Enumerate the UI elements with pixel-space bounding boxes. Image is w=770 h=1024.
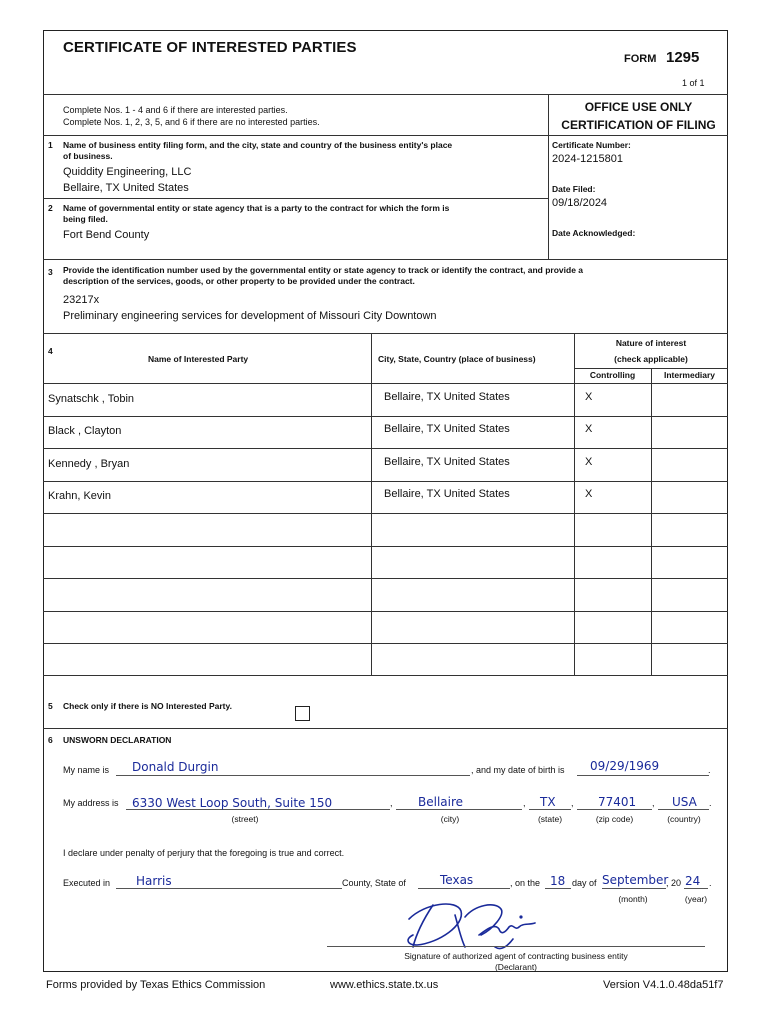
party-name-2: Black , Clayton — [48, 425, 122, 437]
dob-label: , and my date of birth is — [471, 765, 565, 775]
executed-year: 24 — [685, 874, 701, 888]
form-number: 1295 — [666, 49, 700, 66]
address-country: USA — [672, 795, 697, 809]
my-address-label: My address is — [63, 798, 119, 808]
footer-left: Forms provided by Texas Ethics Commission — [46, 979, 266, 991]
address-street: 6330 West Loop South, Suite 150 — [132, 796, 333, 810]
certification-title: CERTIFICATION OF FILING — [561, 118, 716, 132]
col-check-header: (check applicable) — [614, 354, 688, 364]
footer-url[interactable]: www.ethics.state.tx.us — [330, 979, 439, 991]
section-6-title: UNSWORN DECLARATION — [63, 735, 172, 745]
party-controlling-4: X — [585, 488, 593, 500]
contract-id: 23217x — [63, 294, 100, 306]
executed-in-label: Executed in — [63, 878, 111, 888]
party-city-1: Bellaire, TX United States — [384, 391, 510, 403]
address-zip: 77401 — [598, 795, 637, 809]
county-state-label: County, State of — [342, 878, 406, 888]
business-entity-location: Bellaire, TX United States — [63, 182, 189, 194]
year-caption: (year) — [684, 894, 708, 904]
address-state: TX — [540, 795, 556, 809]
section-3-label-2: description of the services, goods, or other property to be provided under the contract. — [63, 276, 415, 286]
certificate-number: 2024-1215801 — [552, 153, 623, 165]
section-1-number: 1 — [48, 140, 53, 150]
col-controlling-header: Controlling — [589, 370, 636, 380]
section-2-number: 2 — [48, 203, 53, 213]
page-indicator: 1 of 1 — [682, 78, 705, 88]
footer-version: Version V4.1.0.48da51f7 — [603, 979, 724, 991]
instructions-line-1: Complete Nos. 1 - 4 and 6 if there are interested parties. — [63, 105, 288, 115]
date-of-birth: 09/29/1969 — [590, 759, 660, 773]
declaration-statement: I declare under penalty of perjury that the foregoing is true and correct. — [63, 848, 345, 858]
party-controlling-2: X — [585, 423, 593, 435]
address-city: Bellaire — [418, 795, 464, 809]
section-5-label: Check only if there is NO Interested Party. — [63, 701, 232, 711]
executed-month: September — [602, 873, 669, 887]
declarant-name: Donald Durgin — [132, 760, 219, 774]
signature-caption: Signature of authorized agent of contracting business entity — [404, 951, 628, 961]
date-acknowledged-label: Date Acknowledged: — [552, 228, 636, 238]
party-city-3: Bellaire, TX United States — [384, 456, 510, 468]
date-filed-label: Date Filed: — [552, 184, 596, 194]
section-4-number: 4 — [48, 346, 53, 356]
form-title: CERTIFICATE OF INTERESTED PARTIES — [63, 39, 357, 56]
governmental-entity: Fort Bend County — [63, 229, 150, 241]
party-city-2: Bellaire, TX United States — [384, 423, 510, 435]
col-city-header: City, State, Country (place of business) — [378, 354, 536, 364]
party-city-4: Bellaire, TX United States — [384, 488, 510, 500]
section-6-number: 6 — [48, 735, 53, 745]
city-caption: (city) — [440, 814, 460, 824]
col-name-header: Name of Interested Party — [148, 354, 249, 364]
section-3-number: 3 — [48, 267, 53, 277]
party-name-3: Kennedy , Bryan — [48, 458, 130, 470]
state-caption: (state) — [537, 814, 563, 824]
section-1-label-1: Name of business entity filing form, and the city, state and country of the business entity's place — [63, 140, 453, 150]
party-controlling-1: X — [585, 391, 593, 403]
my-name-label: My name is — [63, 765, 110, 775]
contract-description: Preliminary engineering services for development of Missouri City Downtown — [63, 310, 437, 322]
zip-caption: (zip code) — [595, 814, 634, 824]
certificate-number-label: Certificate Number: — [552, 140, 631, 150]
executed-state: Texas — [440, 873, 474, 887]
section-1-label-2: of business. — [63, 151, 113, 161]
country-caption: (country) — [667, 814, 701, 824]
executed-county: Harris — [136, 874, 172, 888]
col-nature-header: Nature of interest — [615, 338, 687, 348]
month-caption: (month) — [618, 894, 648, 904]
business-entity-name: Quiddity Engineering, LLC — [63, 166, 192, 178]
no-interested-party-checkbox[interactable] — [295, 706, 310, 721]
section-3-label-1: Provide the identification number used by the governmental entity or state agency to track or identify the contract, and provide a — [63, 265, 584, 275]
party-controlling-3: X — [585, 456, 593, 468]
on-the-label: , on the — [510, 878, 541, 888]
date-filed: 09/18/2024 — [552, 197, 608, 209]
declarant-caption: (Declarant) — [494, 962, 538, 972]
section-5-number: 5 — [48, 701, 53, 711]
instructions-line-2: Complete Nos. 1, 2, 3, 5, and 6 if there are no interested parties. — [63, 117, 320, 127]
party-name-1: Synatschk , Tobin — [48, 393, 135, 405]
col-intermediary-header: Intermediary — [663, 370, 716, 380]
year-prefix: , 20 — [666, 878, 682, 888]
party-name-4: Krahn, Kevin — [48, 490, 111, 502]
section-2-label-2: being filed. — [63, 214, 108, 224]
executed-day: 18 — [550, 874, 566, 888]
office-use-title: OFFICE USE ONLY — [584, 100, 693, 114]
day-of-label: day of — [572, 878, 597, 888]
street-caption: (street) — [231, 814, 259, 824]
section-2-label-1: Name of governmental entity or state agency that is a party to the contract for which the form is — [63, 203, 450, 213]
form-label: FORM — [624, 53, 657, 65]
